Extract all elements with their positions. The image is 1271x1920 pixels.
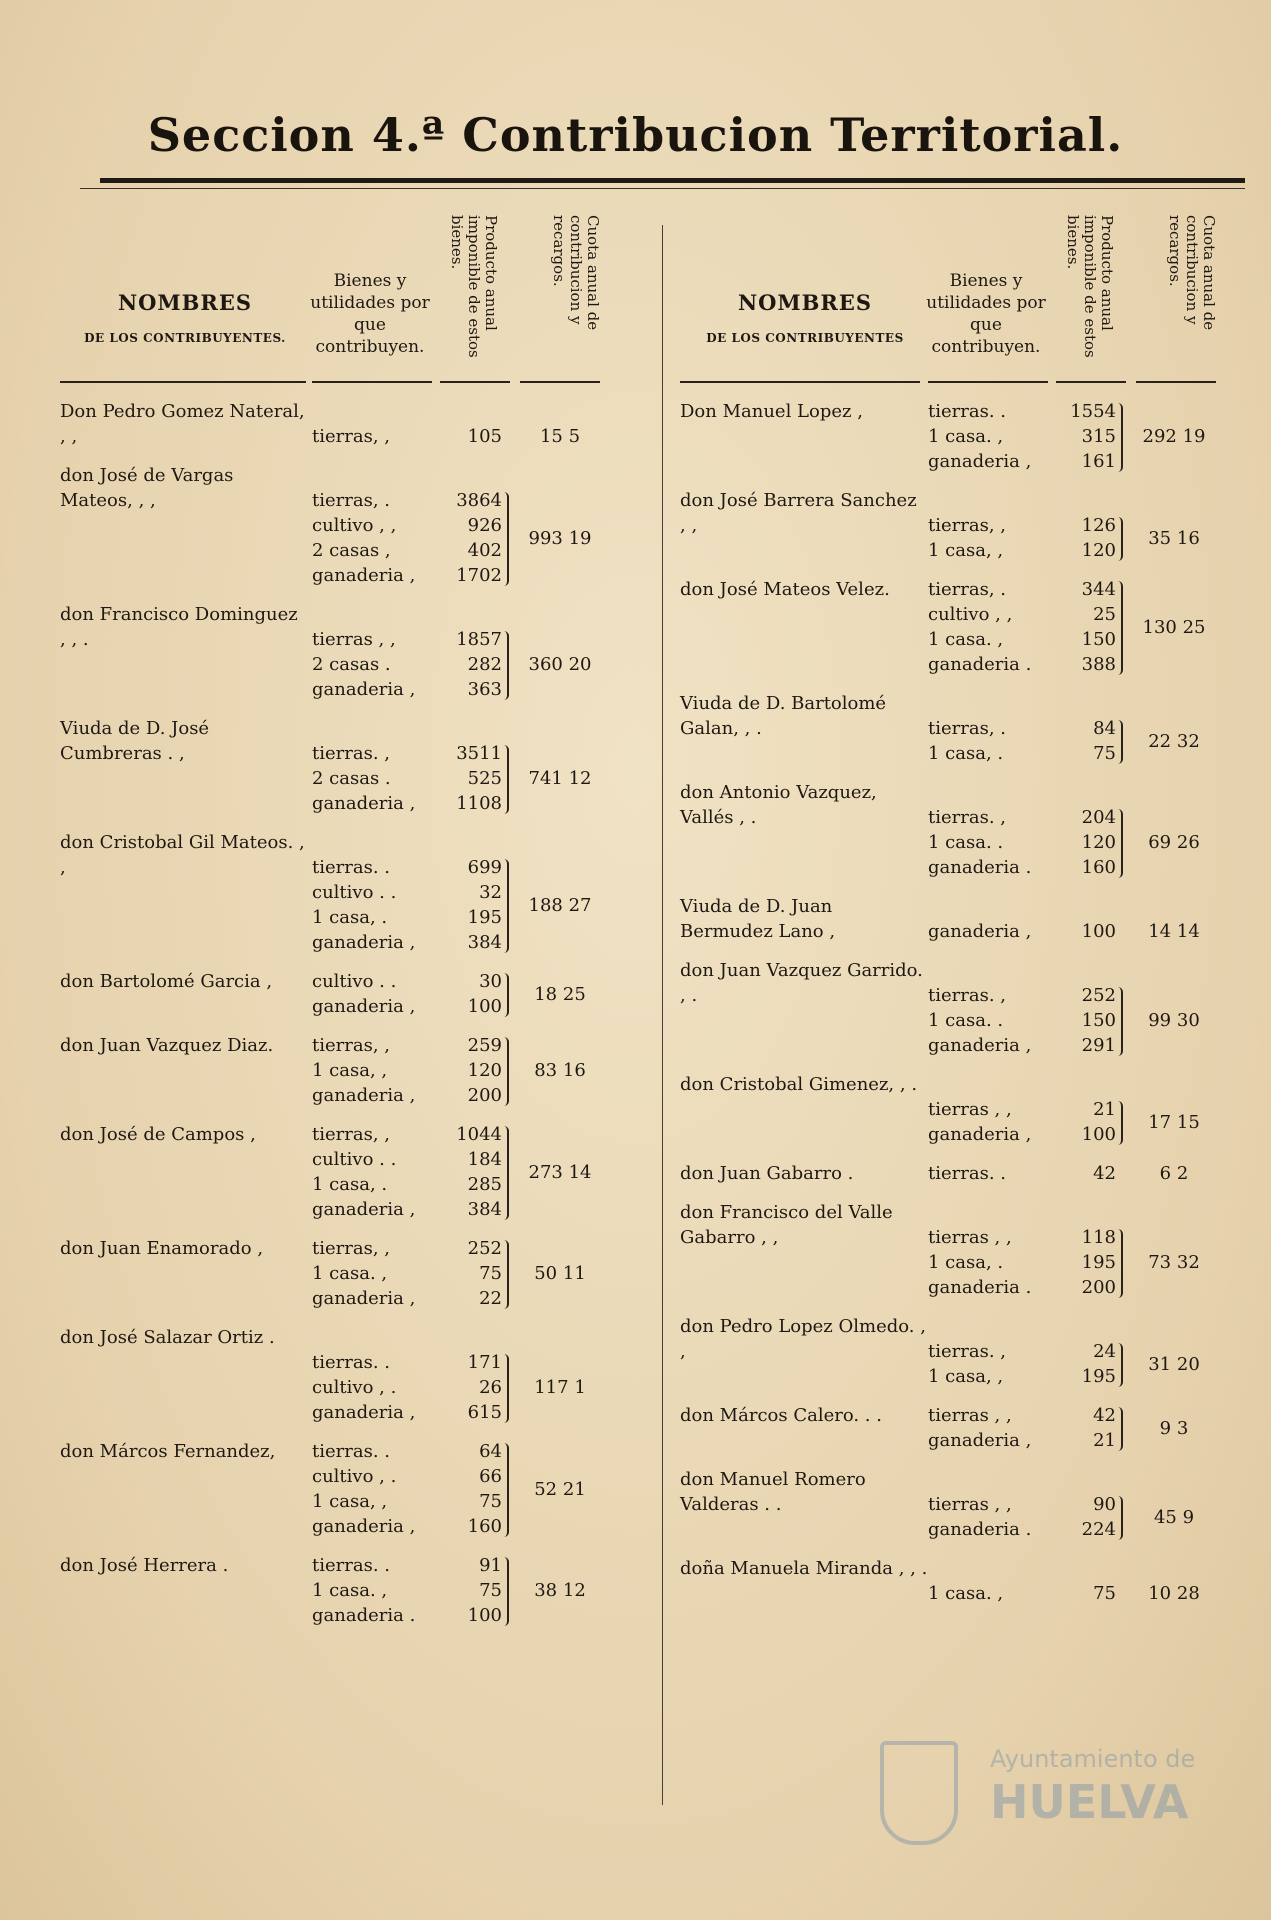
contributor-entry bbox=[60, 969, 640, 1019]
cuota-value: 52 21 bbox=[534, 1478, 586, 1500]
cuota-value: 9 3 bbox=[1159, 1417, 1189, 1439]
product-value: 42 bbox=[1093, 1163, 1116, 1184]
header-names: NOMBRES bbox=[737, 290, 873, 315]
contributor-entry bbox=[60, 1236, 640, 1311]
left-column-header bbox=[60, 215, 640, 385]
brace bbox=[1118, 987, 1123, 1056]
brace bbox=[504, 1354, 509, 1423]
product-value: 3511 bbox=[456, 743, 502, 764]
property-type: ganaderia , bbox=[312, 1288, 416, 1309]
property-type: 1 casa. , bbox=[312, 1263, 388, 1284]
contributor-entry bbox=[680, 894, 1250, 944]
property-type: tierras, , bbox=[312, 1035, 390, 1056]
product-value: 344 bbox=[1081, 579, 1116, 600]
property-type: tierras. . bbox=[312, 1555, 390, 1576]
product-value: 120 bbox=[1081, 540, 1116, 561]
contributor-entry bbox=[680, 1072, 1250, 1147]
contributor-name: don José Herrera . bbox=[60, 1555, 229, 1576]
header-underline bbox=[680, 381, 920, 383]
right-entries bbox=[680, 399, 1250, 1606]
contributor-entry bbox=[60, 830, 640, 955]
product-value: 291 bbox=[1081, 1035, 1116, 1056]
contributor-entry bbox=[680, 1200, 1250, 1300]
watermark-line2: HUELVA bbox=[990, 1775, 1189, 1829]
product-value: 75 bbox=[479, 1580, 502, 1601]
contributor-name: don José de Campos , bbox=[60, 1124, 256, 1145]
header-underline bbox=[60, 381, 306, 383]
brace bbox=[1118, 1407, 1123, 1451]
product-value: 1044 bbox=[456, 1124, 502, 1145]
property-type: tierras, , bbox=[312, 1238, 390, 1259]
header-underline bbox=[312, 381, 432, 383]
contributor-name: don Juan Enamorado , bbox=[60, 1238, 264, 1259]
cuota-value: 130 25 bbox=[1142, 616, 1206, 638]
cuota-value: 993 19 bbox=[528, 527, 592, 549]
cuota-value: 22 32 bbox=[1148, 730, 1200, 752]
product-value: 285 bbox=[467, 1174, 502, 1195]
contributor-name: Viuda de D. Bartolomé Galan, , . bbox=[680, 693, 887, 739]
watermark-line1: Ayuntamiento de bbox=[990, 1745, 1196, 1773]
property-type: ganaderia , bbox=[312, 996, 416, 1017]
title-rule-thin bbox=[80, 188, 1245, 189]
property-type: tierras. , bbox=[312, 743, 390, 764]
header-names-sub: DE LOS CONTRIBUYENTES. bbox=[84, 331, 286, 345]
header-underline bbox=[1056, 381, 1126, 383]
product-value: 259 bbox=[467, 1035, 502, 1056]
property-type: ganaderia . bbox=[928, 1277, 1032, 1298]
property-type: ganaderia . bbox=[928, 857, 1032, 878]
property-type: tierras , , bbox=[928, 1227, 1012, 1248]
brace bbox=[504, 492, 509, 586]
product-value: 118 bbox=[1081, 1227, 1116, 1248]
property-type: 1 casa. , bbox=[928, 426, 1004, 447]
property-type: 1 casa, . bbox=[312, 907, 388, 928]
header-producto: Producto anual imponible de estos bienes. bbox=[448, 215, 500, 358]
contributor-entry bbox=[680, 958, 1250, 1058]
property-type: 2 casas . bbox=[312, 768, 391, 789]
cuota-value: 31 20 bbox=[1148, 1353, 1200, 1375]
page-title: Seccion 4.ª Contribucion Territorial. bbox=[147, 108, 1124, 162]
product-value: 200 bbox=[467, 1085, 502, 1106]
property-type: 1 casa, , bbox=[928, 540, 1004, 561]
header-underline bbox=[928, 381, 1048, 383]
header-underline bbox=[1136, 381, 1216, 383]
contributor-entry bbox=[680, 577, 1250, 677]
product-value: 90 bbox=[1093, 1494, 1116, 1515]
contributor-entry bbox=[680, 1403, 1250, 1453]
brace bbox=[1118, 517, 1123, 561]
property-type: 1 casa, . bbox=[928, 743, 1004, 764]
product-value: 161 bbox=[1081, 451, 1116, 472]
cuota-value: 69 26 bbox=[1148, 832, 1200, 853]
product-value: 42 bbox=[1093, 1405, 1116, 1426]
product-value: 171 bbox=[467, 1352, 502, 1373]
right-column-header bbox=[680, 215, 1250, 385]
product-value: 384 bbox=[467, 1199, 502, 1220]
contributor-name: don José Salazar Ortiz . bbox=[60, 1327, 275, 1348]
property-type: ganaderia , bbox=[928, 1124, 1032, 1145]
property-type: 1 casa, , bbox=[312, 1060, 388, 1081]
header-underline bbox=[440, 381, 510, 383]
product-value: 252 bbox=[1081, 985, 1116, 1006]
contributor-entry bbox=[680, 488, 1250, 563]
product-value: 66 bbox=[479, 1466, 502, 1487]
property-type: ganaderia , bbox=[928, 921, 1032, 942]
contributor-name: don Pedro Lopez Olmedo. , , bbox=[680, 1316, 926, 1362]
contributor-name: don José Mateos Velez. bbox=[680, 579, 890, 600]
brace bbox=[1118, 1343, 1123, 1387]
property-type: ganaderia , bbox=[928, 1430, 1032, 1451]
product-value: 402 bbox=[467, 540, 502, 561]
contributor-entry bbox=[60, 463, 640, 588]
brace bbox=[504, 1443, 509, 1537]
contributor-name: Viuda de D. José Cumbreras . , bbox=[60, 718, 210, 764]
product-value: 384 bbox=[467, 932, 502, 953]
property-type: tierras, , bbox=[928, 515, 1006, 536]
property-type: tierras , , bbox=[928, 1494, 1012, 1515]
product-value: 184 bbox=[467, 1149, 502, 1170]
property-type: tierras , , bbox=[928, 1099, 1012, 1120]
product-value: 224 bbox=[1081, 1519, 1116, 1540]
property-type: ganaderia . bbox=[928, 1519, 1032, 1540]
property-type: ganaderia , bbox=[312, 565, 416, 586]
title-rule bbox=[100, 178, 1245, 183]
property-type: ganaderia , bbox=[312, 1085, 416, 1106]
product-value: 699 bbox=[467, 857, 502, 878]
product-value: 160 bbox=[1081, 857, 1116, 878]
product-value: 1702 bbox=[456, 565, 502, 586]
product-value: 100 bbox=[467, 1605, 502, 1626]
property-type: ganaderia , bbox=[312, 932, 416, 953]
cuota-value: 10 28 bbox=[1148, 1583, 1200, 1604]
contributor-entry bbox=[60, 1439, 640, 1539]
property-type: 1 casa. , bbox=[928, 629, 1004, 650]
contributor-name: don Márcos Calero. . . bbox=[680, 1405, 882, 1426]
contributor-entry bbox=[60, 399, 640, 449]
product-value: 200 bbox=[1081, 1277, 1116, 1298]
product-value: 1857 bbox=[456, 629, 502, 650]
contributor-name: don Francisco Dominguez , , . bbox=[60, 604, 298, 650]
property-type: tierras, . bbox=[928, 718, 1006, 739]
property-type: ganaderia , bbox=[312, 679, 416, 700]
contributor-entry bbox=[60, 716, 640, 816]
product-value: 100 bbox=[1081, 1124, 1116, 1145]
property-type: cultivo . . bbox=[312, 1149, 397, 1170]
property-type: 1 casa, , bbox=[928, 1366, 1004, 1387]
cuota-value: 15 5 bbox=[539, 426, 581, 447]
property-type: cultivo , , bbox=[312, 515, 397, 536]
product-value: 64 bbox=[479, 1441, 502, 1462]
contributor-entry bbox=[680, 1556, 1250, 1606]
product-value: 75 bbox=[1093, 743, 1116, 764]
contributor-name: don Manuel Romero Valderas . . bbox=[680, 1469, 866, 1515]
property-type: tierras. , bbox=[928, 807, 1006, 828]
property-type: ganaderia , bbox=[928, 1035, 1032, 1056]
product-value: 105 bbox=[467, 426, 502, 447]
product-value: 120 bbox=[467, 1060, 502, 1081]
product-value: 252 bbox=[467, 1238, 502, 1259]
product-value: 926 bbox=[467, 515, 502, 536]
cuota-value: 273 14 bbox=[528, 1161, 592, 1183]
cuota-value: 292 19 bbox=[1142, 426, 1206, 447]
brace bbox=[504, 1126, 509, 1220]
property-type: tierras. . bbox=[928, 401, 1006, 422]
product-value: 282 bbox=[467, 654, 502, 675]
brace bbox=[504, 859, 509, 953]
header-names: NOMBRES bbox=[117, 290, 253, 315]
product-value: 75 bbox=[479, 1263, 502, 1284]
property-type: tierras. . bbox=[312, 857, 390, 878]
brace bbox=[1118, 403, 1123, 472]
contributor-entry bbox=[60, 1553, 640, 1628]
property-type: cultivo , . bbox=[312, 1466, 397, 1487]
property-type: ganaderia , bbox=[312, 1516, 416, 1537]
cuota-value: 17 15 bbox=[1148, 1111, 1200, 1133]
product-value: 21 bbox=[1093, 1430, 1116, 1451]
contributor-name: don Bartolomé Garcia , bbox=[60, 971, 273, 992]
property-type: ganaderia , bbox=[312, 1199, 416, 1220]
property-type: 1 casa, . bbox=[312, 1174, 388, 1195]
brace bbox=[504, 973, 509, 1017]
product-value: 195 bbox=[1081, 1252, 1116, 1273]
header-cuota: Cuota anual de contribucion y recargos. bbox=[550, 215, 602, 331]
product-value: 100 bbox=[467, 996, 502, 1017]
cuota-value: 6 2 bbox=[1159, 1163, 1189, 1184]
product-value: 21 bbox=[1093, 1099, 1116, 1120]
brace bbox=[1118, 809, 1123, 878]
contributor-name: Viuda de D. Juan Bermudez Lano , bbox=[680, 896, 836, 942]
property-type: 1 casa, , bbox=[312, 1491, 388, 1512]
contributor-name: don Juan Gabarro . bbox=[680, 1163, 854, 1184]
property-type: tierras. . bbox=[928, 1163, 1006, 1184]
brace bbox=[1118, 1101, 1123, 1145]
product-value: 1554 bbox=[1070, 401, 1116, 422]
property-type: tierras , , bbox=[928, 1405, 1012, 1426]
contributor-name: don Francisco del Valle Gabarro , , bbox=[680, 1202, 893, 1248]
brace bbox=[504, 631, 509, 700]
product-value: 363 bbox=[467, 679, 502, 700]
property-type: cultivo , , bbox=[928, 604, 1013, 625]
product-value: 75 bbox=[1093, 1583, 1116, 1604]
property-type: 2 casas , bbox=[312, 540, 391, 561]
product-value: 126 bbox=[1081, 515, 1116, 536]
header-names-sub: DE LOS CONTRIBUYENTES bbox=[706, 331, 904, 345]
property-type: tierras, . bbox=[928, 579, 1006, 600]
brace bbox=[504, 1557, 509, 1626]
product-value: 32 bbox=[479, 882, 502, 903]
cuota-value: 18 25 bbox=[534, 983, 586, 1005]
contributor-name: don José Barrera Sanchez , , bbox=[680, 490, 917, 536]
product-value: 3864 bbox=[456, 490, 502, 511]
property-type: tierras. . bbox=[312, 1441, 390, 1462]
shield-icon bbox=[880, 1741, 958, 1845]
product-value: 75 bbox=[479, 1491, 502, 1512]
product-value: 22 bbox=[479, 1288, 502, 1309]
product-value: 195 bbox=[467, 907, 502, 928]
cuota-value: 99 30 bbox=[1148, 1010, 1200, 1031]
brace bbox=[1118, 1496, 1123, 1540]
left-entries bbox=[60, 399, 640, 1628]
header-underline bbox=[520, 381, 600, 383]
property-type: tierras. . bbox=[312, 1352, 390, 1373]
header-producto: Producto anual imponible de estos bienes. bbox=[1064, 215, 1116, 358]
product-value: 150 bbox=[1081, 629, 1116, 650]
product-value: 615 bbox=[467, 1402, 502, 1423]
property-type: tierras. , bbox=[928, 1341, 1006, 1362]
cuota-value: 45 9 bbox=[1153, 1506, 1195, 1528]
property-type: ganaderia . bbox=[312, 1605, 416, 1626]
property-type: ganaderia . bbox=[928, 654, 1032, 675]
cuota-value: 50 11 bbox=[534, 1263, 586, 1284]
watermark-logo bbox=[870, 1735, 1200, 1855]
property-type: cultivo . . bbox=[312, 971, 397, 992]
contributor-name: don Cristobal Gil Mateos. , , bbox=[60, 832, 305, 878]
contributor-name: don Antonio Vazquez, Vallés , . bbox=[680, 782, 877, 828]
product-value: 315 bbox=[1081, 426, 1116, 447]
contributor-name: don Márcos Fernandez, bbox=[60, 1441, 276, 1462]
product-value: 150 bbox=[1081, 1010, 1116, 1031]
property-type: cultivo , . bbox=[312, 1377, 397, 1398]
brace bbox=[504, 1037, 509, 1106]
property-type: tierras, , bbox=[312, 1124, 390, 1145]
contributor-entry bbox=[60, 1122, 640, 1222]
property-type: ganaderia , bbox=[312, 1402, 416, 1423]
brace bbox=[1118, 1229, 1123, 1298]
contributor-entry bbox=[680, 780, 1250, 880]
column-divider bbox=[662, 225, 663, 1805]
contributor-name: doña Manuela Miranda , , . bbox=[680, 1558, 928, 1579]
property-type: 1 casa. . bbox=[928, 1010, 1004, 1031]
contributor-entry bbox=[60, 1033, 640, 1108]
contributor-entry bbox=[680, 1161, 1250, 1186]
product-value: 84 bbox=[1093, 718, 1116, 739]
contributor-name: don José de Vargas Mateos, , , bbox=[60, 465, 234, 511]
contributor-entry bbox=[680, 691, 1250, 766]
property-type: 1 casa. , bbox=[928, 1583, 1004, 1604]
header-bienes: Bienes y utilidades por que contribuyen. bbox=[926, 271, 1046, 357]
property-type: 2 casas . bbox=[312, 654, 391, 675]
contributor-entry bbox=[60, 1325, 640, 1425]
header-cuota: Cuota anual de contribucion y recargos. bbox=[1166, 215, 1218, 331]
product-value: 100 bbox=[1081, 921, 1116, 942]
contributor-name: Don Pedro Gomez Nateral, , , bbox=[60, 401, 305, 447]
contributor-entry bbox=[680, 399, 1250, 474]
property-type: ganaderia , bbox=[312, 793, 416, 814]
cuota-value: 360 20 bbox=[528, 654, 592, 675]
property-type: tierras , , bbox=[312, 629, 396, 650]
right-column bbox=[680, 215, 1250, 1815]
property-type: 1 casa. , bbox=[312, 1580, 388, 1601]
cuota-value: 35 16 bbox=[1148, 527, 1200, 549]
product-value: 525 bbox=[467, 768, 502, 789]
brace bbox=[504, 1240, 509, 1309]
product-value: 388 bbox=[1081, 654, 1116, 675]
cuota-value: 117 1 bbox=[534, 1377, 586, 1398]
contributor-entry bbox=[680, 1467, 1250, 1542]
property-type: tierras, . bbox=[312, 490, 390, 511]
product-value: 30 bbox=[479, 971, 502, 992]
property-type: 1 casa. . bbox=[928, 832, 1004, 853]
product-value: 91 bbox=[479, 1555, 502, 1576]
header-bienes: Bienes y utilidades por que contribuyen. bbox=[310, 271, 430, 357]
product-value: 120 bbox=[1081, 832, 1116, 853]
cuota-value: 741 12 bbox=[528, 768, 592, 789]
property-type: ganaderia , bbox=[928, 451, 1032, 472]
contributor-name: Don Manuel Lopez , bbox=[680, 401, 863, 422]
contributor-entry bbox=[60, 602, 640, 702]
product-value: 195 bbox=[1081, 1366, 1116, 1387]
product-value: 26 bbox=[479, 1377, 502, 1398]
property-type: cultivo . . bbox=[312, 882, 397, 903]
property-type: tierras, , bbox=[312, 426, 390, 447]
contributor-name: don Cristobal Gimenez, , . bbox=[680, 1074, 918, 1095]
product-value: 160 bbox=[467, 1516, 502, 1537]
contributor-name: don Juan Vazquez Garrido. , . bbox=[680, 960, 923, 1006]
cuota-value: 83 16 bbox=[534, 1060, 586, 1081]
cuota-value: 73 32 bbox=[1148, 1252, 1200, 1273]
cuota-value: 14 14 bbox=[1148, 921, 1200, 942]
property-type: 1 casa, . bbox=[928, 1252, 1004, 1273]
brace bbox=[504, 745, 509, 814]
cuota-value: 188 27 bbox=[528, 894, 592, 916]
property-type: tierras. , bbox=[928, 985, 1006, 1006]
cuota-value: 38 12 bbox=[534, 1580, 586, 1601]
contributor-name: don Juan Vazquez Diaz. bbox=[60, 1035, 274, 1056]
brace bbox=[1118, 581, 1123, 675]
brace bbox=[1118, 720, 1123, 764]
product-value: 24 bbox=[1093, 1341, 1116, 1362]
product-value: 204 bbox=[1081, 807, 1116, 828]
product-value: 25 bbox=[1093, 604, 1116, 625]
product-value: 1108 bbox=[456, 793, 502, 814]
contributor-entry bbox=[680, 1314, 1250, 1389]
left-column bbox=[60, 215, 640, 1815]
